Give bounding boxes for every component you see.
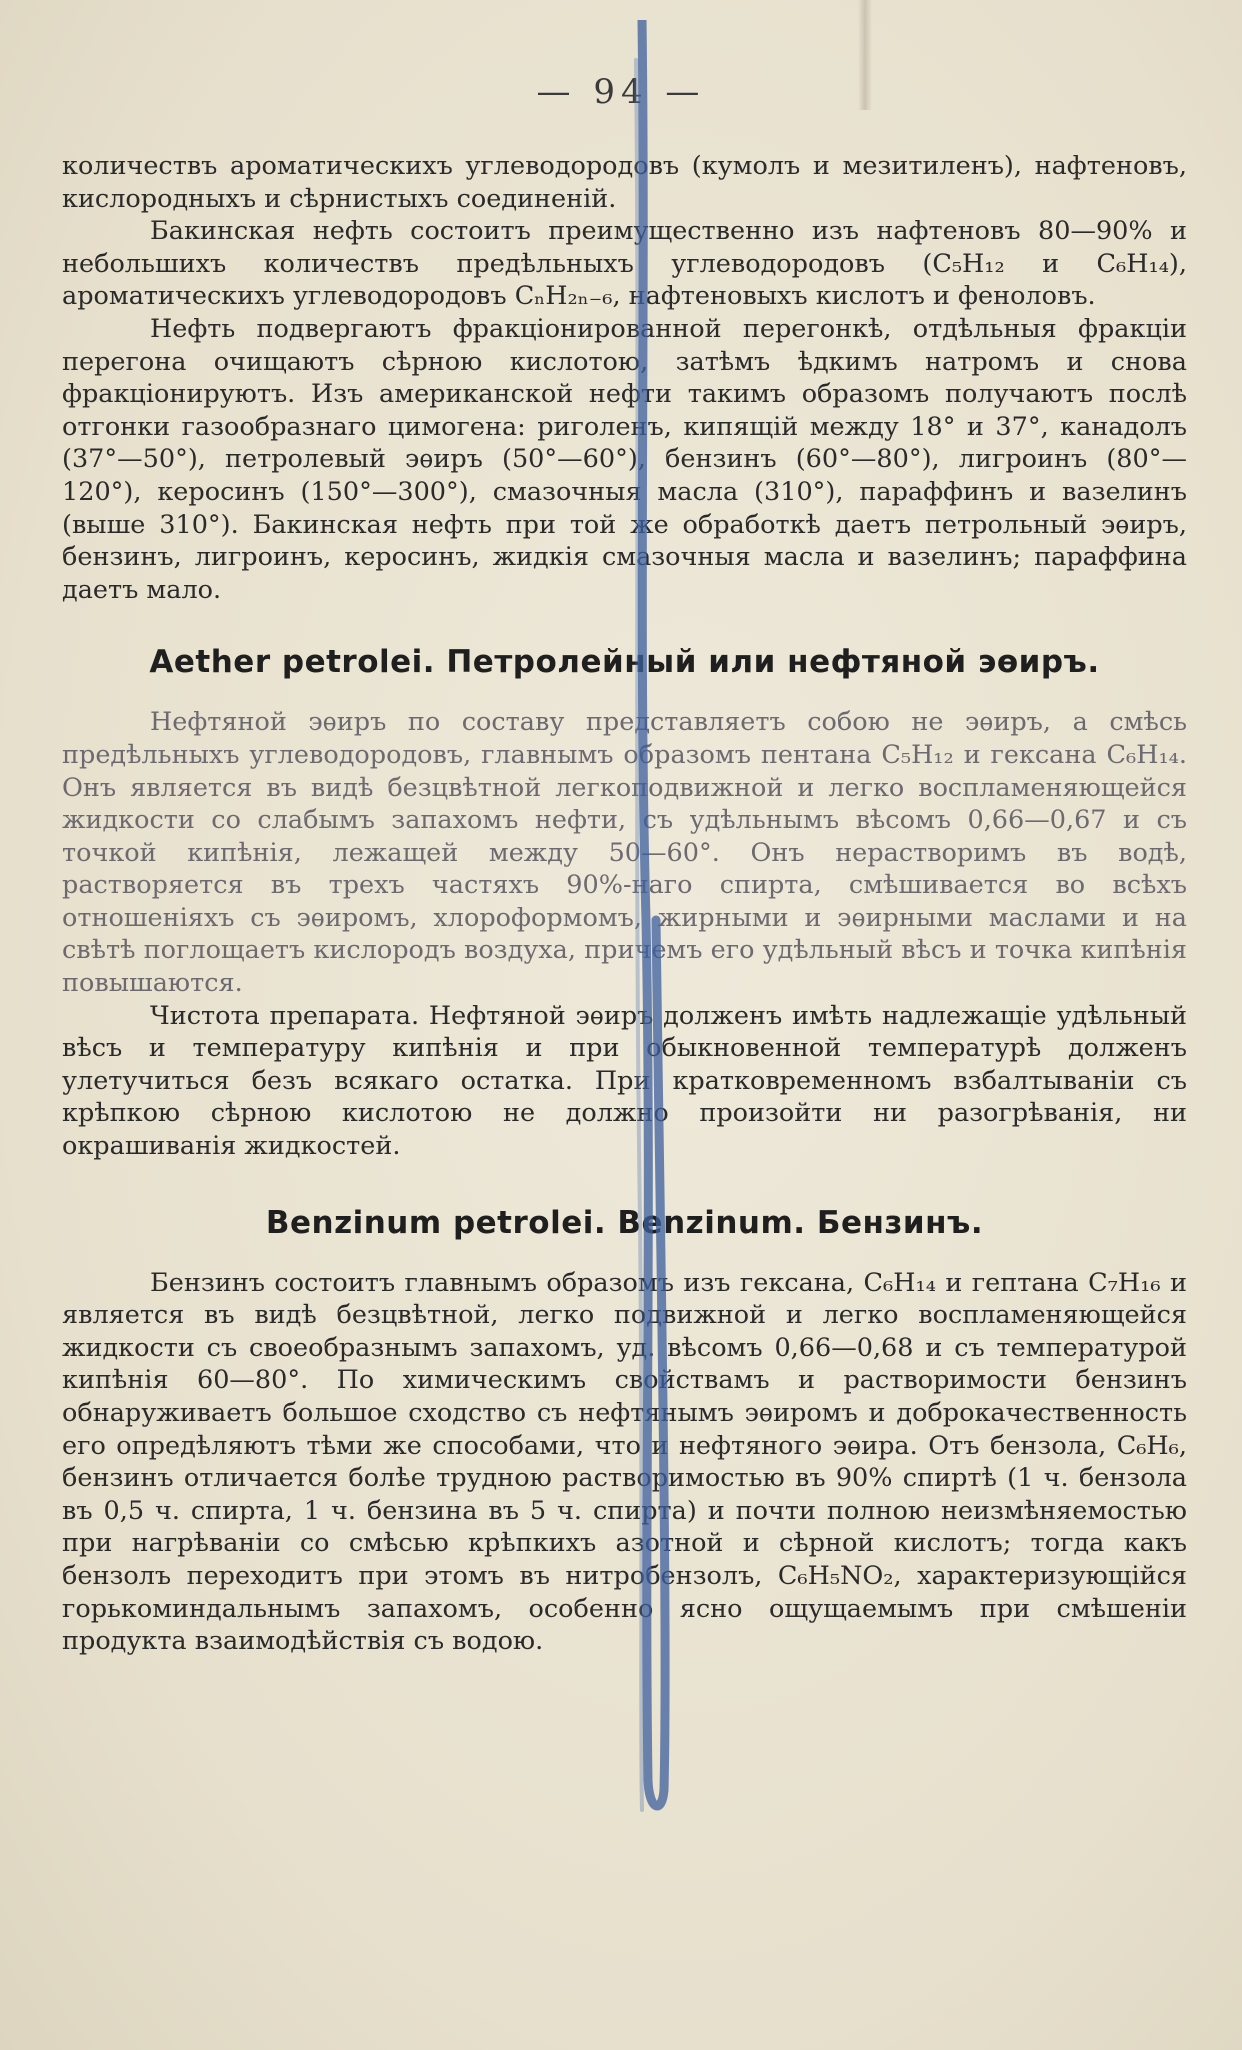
paragraph-top-1: количествъ ароматическихъ углеводородовъ (кумолъ и мезитиленъ), нафтеновъ, кислородныхъ и сѣрнистыхъ соединеній. [62,151,1187,214]
paragraph-benzin-1: Бензинъ состоитъ главнымъ образомъ изъ гексана, C₆H₁₄ и гептана C₇H₁₆ и является въ видѣ безцвѣтной, легко подвижной и легко воспламеняющейся жидкости съ своеобразнымъ запахомъ, уд. вѣсомъ 0,66—0,68 и съ температурой кипѣнія 60—80°. По химическимъ свойствамъ и растворимости бензинъ обнаруживаетъ большое сходство съ нефтянымъ эѳиромъ и доброкачественность его опредѣляютъ тѣми же способами, что и нефтяного эѳира. Отъ бензола, C₆H₆, бензинъ отличается болѣе трудною растворимостью въ 90% спиртѣ (1 ч. бензола въ 0,5 ч. спирта, 1 ч. бензина въ 5 ч. спирта) и почти полною неизмѣняемостью при нагрѣваніи со смѣсью крѣпкихъ азотной и сѣрной кислотъ; тогда какъ бензолъ переходитъ при этомъ въ нитробензолъ, C₆H₅NO₂, характеризующійся горькоминдальнымъ запахомъ, особенно ясно ощущаемымъ при смѣшеніи продукта взаимодѣйствія съ водою. [62,1267,1187,1657]
page-body [62,150,1187,1658]
paragraph-aether-2: Чистота препарата. Нефтяной эѳиръ долженъ имѣть надлежащіе удѣльный вѣсъ и температуру кипѣнія и при обыкновенной температурѣ долженъ улетучиться безъ всякаго остатка. При кратковременномъ взбалтываніи съ крѣпкою сѣрною кислотою не должно произойти ни разогрѣванія, ни окрашиванія жидкостей. [62,1000,1187,1162]
section-heading-benzinum: Benzinum petrolei. Benzinum. Бензинъ. [265,1204,984,1241]
page-number: — 94 — [536,72,706,112]
paragraph-top-3: Нефть подвергаютъ фракціонированной перегонкѣ, отдѣльныя фракціи перегона очищаютъ сѣрною кислотою, затѣмъ ѣдкимъ натромъ и снова фракціонируютъ. Изъ американской нефти такимъ образомъ получаютъ послѣ отгонки газообразнаго цимогена: риголенъ, кипящій между 18° и 37°, канадолъ (37°—50°), петролевый эѳиръ (50°—60°), бензинъ (60°—80°), лигроинъ (80°—120°), керосинъ (150°—300°), смазочныя масла (310°), параффинъ и вазелинъ (выше 310°). Бакинская нефть при той же обработкѣ даетъ петрольный эѳиръ, бензинъ, лигроинъ, керосинъ, жидкія смазочныя масла и вазелинъ; параффина даетъ мало. [62,313,1187,605]
paragraph-aether-1: Нефтяной эѳиръ по составу представляетъ собою не эѳиръ, а смѣсь предѣльныхъ углеводородовъ, главнымъ образомъ пентана C₅H₁₂ и гексана C₆H₁₄. Онъ является въ видѣ безцвѣтной легкоподвижной и легко воспламеняющейся жидкости со слабымъ запахомъ нефти, съ удѣльнымъ вѣсомъ 0,66—0,67 и съ точкой кипѣнія, лежащей между 50—60°. Онъ нерастворимъ въ водѣ, растворяется въ трехъ частяхъ 90%-наго спирта, смѣшивается во всѣхъ отношеніяхъ съ эѳиромъ, хлороформомъ, жирными и эѳирными маслами и на свѣтѣ поглощаетъ кислородъ воздуха, причемъ его удѣльный вѣсъ и точка кипѣнія повышаются. [62,707,1187,999]
paragraph-top-2: Бакинская нефть состоитъ преимущественно изъ нафтеновъ 80—90% и небольшихъ количествъ предѣльныхъ углеводородовъ (C₅H₁₂ и C₆H₁₄), ароматическихъ углеводородовъ CₙH₂ₙ₋₆, нафтеновыхъ кислотъ и феноловъ. [62,216,1187,312]
section-heading-aether-petrolei: Aether petrolei. Петролейный или нефтяной эѳиръ. [149,644,1100,681]
